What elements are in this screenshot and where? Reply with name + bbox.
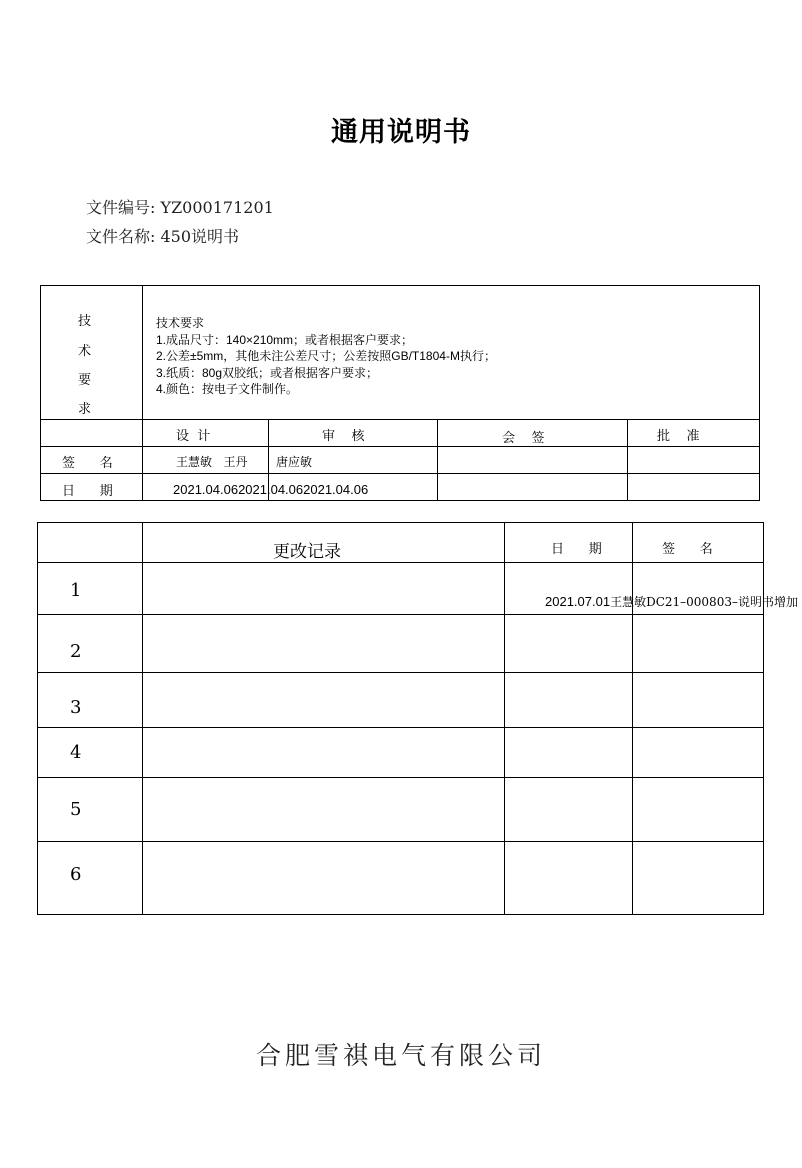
change-line-top: [37, 522, 764, 523]
header-design: 设 计: [176, 429, 211, 444]
change-line-1: [37, 614, 764, 615]
spec-line-1: [40, 419, 760, 420]
spec-line-bottom: [40, 500, 760, 501]
row1-date: 2021.07.01: [545, 594, 611, 609]
change-vline-record: [504, 522, 505, 915]
change-line-2: [37, 672, 764, 673]
spec-vline-right: [759, 285, 760, 501]
row-number-6: 6: [70, 864, 82, 885]
spec-vline-left: [40, 285, 41, 501]
row-number-3: 3: [70, 697, 82, 718]
requirements-text: [156, 315, 496, 398]
file-number-value: YZ000171201: [160, 198, 274, 217]
company-name: 合肥雪祺电气有限公司: [255, 1041, 546, 1070]
design-signers: 王慧敏 王丹: [176, 455, 248, 469]
row-number-5: 5: [70, 799, 82, 820]
change-vline-right: [763, 522, 764, 915]
requirement-3: 3.纸质：80g双胶纸；或者根据客户要求；: [156, 365, 379, 380]
change-vline-left: [37, 522, 38, 915]
row-number-1: 1: [70, 580, 82, 601]
row-number-4: 4: [70, 742, 82, 763]
header-countersign: 会 签: [502, 431, 545, 446]
file-name-label: 文件名称:: [86, 227, 156, 246]
file-name: [86, 224, 239, 247]
tech-label-3: 要: [78, 373, 92, 388]
change-line-5: [37, 841, 764, 842]
row1-entry: [545, 593, 802, 610]
file-number: [86, 195, 274, 218]
file-name-value: 450说明书: [160, 227, 240, 246]
tech-label-4: 求: [78, 402, 92, 417]
row-number-2: 2: [70, 641, 82, 662]
spec-line-3: [40, 473, 760, 474]
change-vline-date: [632, 522, 633, 915]
tech-label-1: 技: [78, 314, 92, 329]
date-label: 日 期: [62, 484, 113, 499]
spec-line-top: [40, 285, 760, 286]
spec-dates: 2021.04.062021.04.062021.04.06: [173, 482, 369, 497]
header-date: 日 期: [551, 542, 602, 557]
spec-line-2: [40, 446, 760, 447]
change-line-4: [37, 777, 764, 778]
page-title: 通用说明书: [331, 117, 471, 148]
row1-overflow-text: 王慧敏DC21–000803–说明书增加: [610, 595, 798, 609]
tech-label-2: 术: [78, 344, 92, 359]
change-line-header: [37, 562, 764, 563]
change-line-bottom: [37, 914, 764, 915]
requirement-heading: 技术要求: [156, 316, 205, 330]
spec-vline-4: [627, 419, 628, 501]
change-vline-num: [142, 522, 143, 915]
change-line-3: [37, 727, 764, 728]
header-sign: 签 名: [662, 542, 713, 557]
header-review: 审 核: [322, 429, 365, 444]
requirement-2: 2.公差±5mm，其他未注公差尺寸；公差按照GB/T1804-M执行；: [156, 349, 496, 363]
spec-vline-label: [142, 285, 143, 501]
review-signer: 唐应敏: [276, 455, 313, 469]
requirement-4: 4.颜色：按电子文件制作。: [156, 382, 299, 396]
header-change-record: 更改记录: [273, 542, 341, 562]
spec-vline-3: [437, 419, 438, 501]
requirement-1: 1.成品尺寸：140×210mm；或者根据客户要求；: [156, 332, 414, 347]
header-approve: 批 准: [657, 429, 700, 444]
file-number-label: 文件编号:: [86, 198, 156, 217]
sign-label: 签 名: [62, 456, 113, 471]
